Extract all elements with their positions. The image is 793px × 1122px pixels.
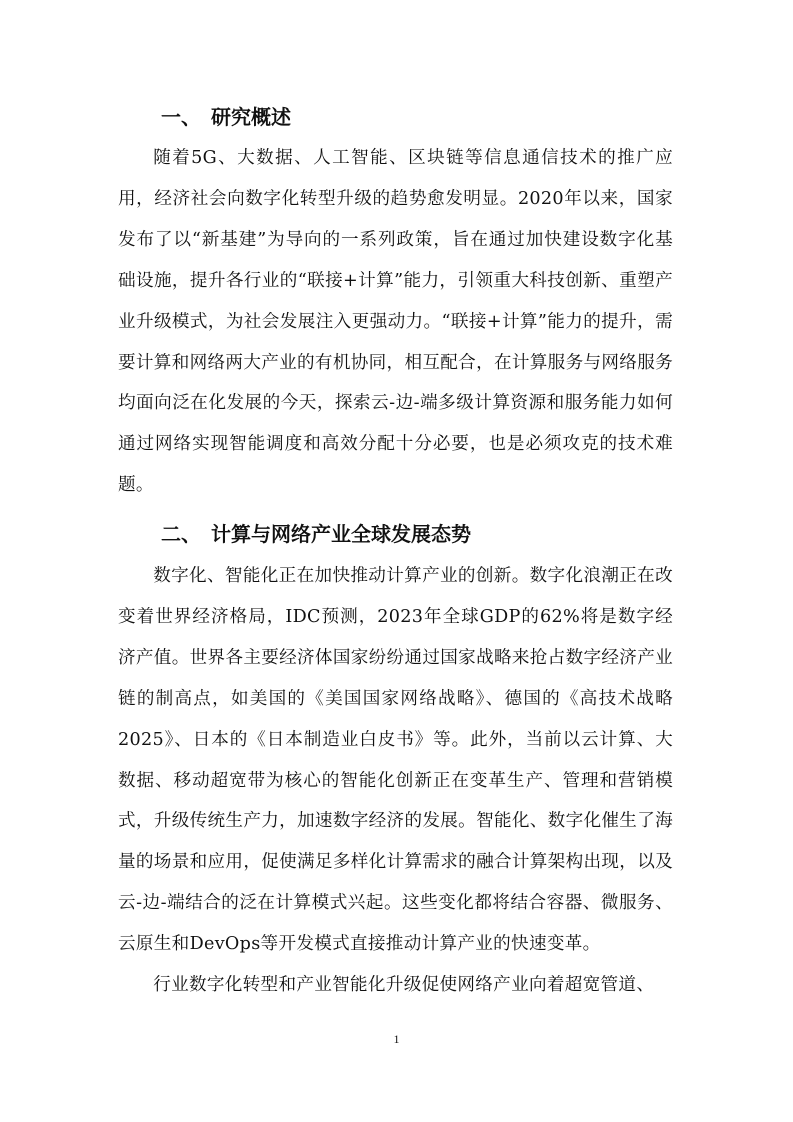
section-title: 计算与网络产业全球发展态势	[211, 522, 471, 546]
section-number: 一、	[161, 105, 201, 129]
paragraph: 随着5G、大数据、人工智能、区块链等信息通信技术的推广应用，经济社会向数字化转型升级的趋势愈发明显。2020年以来，国家发布了以“新基建”为导向的一系列政策，旨在通过加快建设数字化基础设施，提升各行业的“联接+计算”能力，引领重大科技创新、重塑产业升级模式，为社会发展注入更强动力。“联接+计算”能力的提升，需要计算和网络两大产业的有机协同，相互配合，在计算服务与网络服务均面向泛在化发展的今天，探索云-边-端多级计算资源和服务能力如何通过网络实现智能调度和高效分配十分必要，也是必须攻克的技术难题。	[118, 148, 673, 496]
paragraph: 行业数字化转型和产业智能化升级促使网络产业向着超宽管道、	[153, 975, 655, 995]
paragraph: 数字化、智能化正在加快推动计算产业的创新。数字化浪潮正在改变着世界经济格局，IDC预测，2023年全球GDP的62%将是数字经济产值。世界各主要经济体国家纷纷通过国家战略来抢占数字经济产业链的制高点，如美国的《美国国家网络战略》、德国的《高技术战略2025》、日本的《日本制造业白皮书》等。此外，当前以云计算、大数据、移动超宽带为核心的智能化创新正在变革生产、管理和营销模式，升级传统生产力，加速数字经济的发展。智能化、数字化催生了海量的场景和应用，促使满足多样化计算需求的融合计算架构出现，以及云-边-端结合的泛在计算模式兴起。这些变化都将结合容器、微服务、云原生和DevOps等开发模式直接推动计算产业的快速变革。	[118, 566, 673, 955]
page-number: 1	[393, 1032, 400, 1046]
section-number: 二、	[161, 522, 201, 546]
section-heading-1	[161, 103, 291, 131]
section-heading-2	[161, 520, 471, 548]
section-title: 研究概述	[211, 105, 291, 129]
